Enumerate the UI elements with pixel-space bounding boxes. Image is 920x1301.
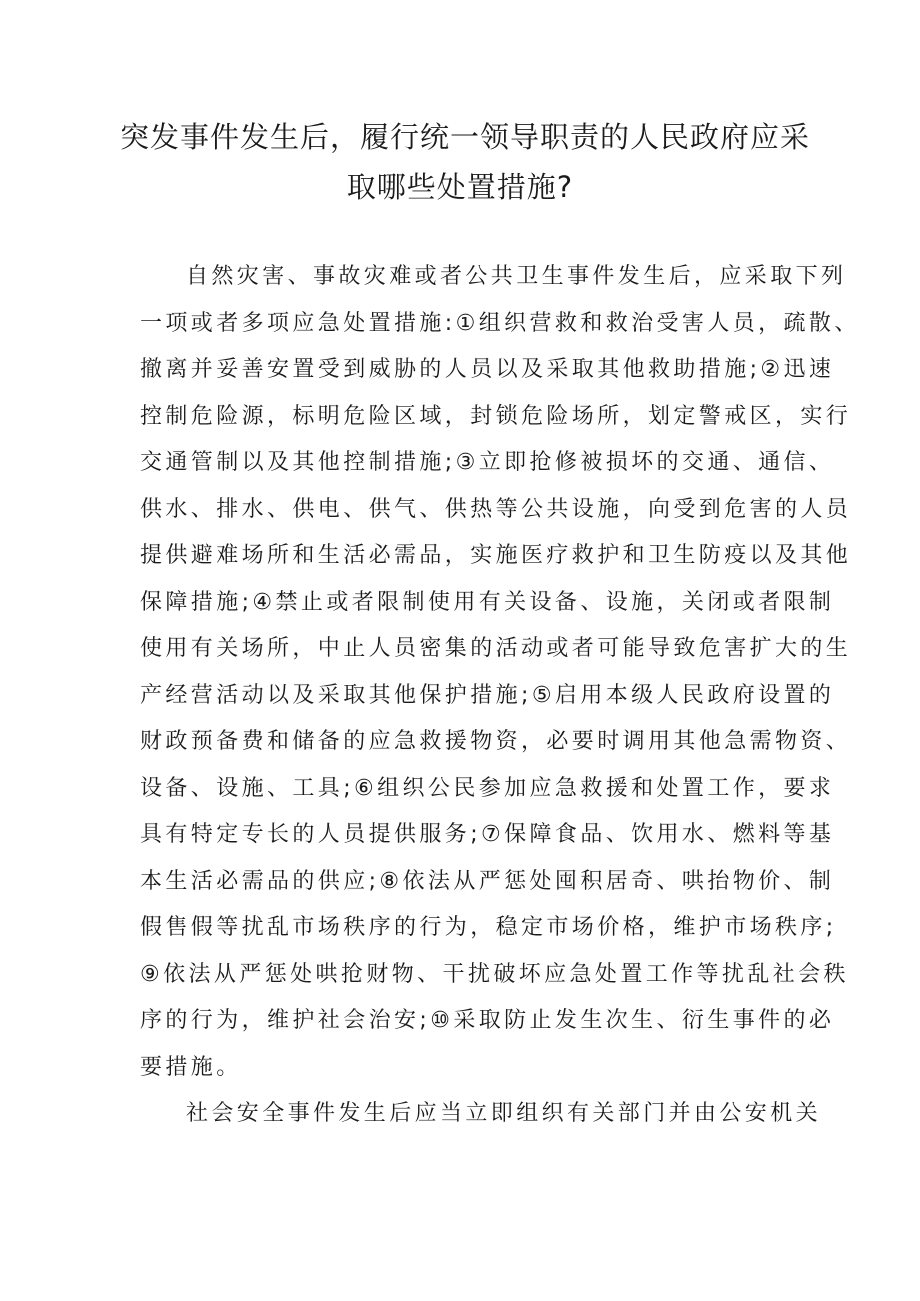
paragraph-line: 序的行为，维护社会治安;⑩采取防止发生次生、衍生事件的必 [140,1008,835,1033]
paragraph-line: 交通管制以及其他控制措施;③立即抢修被损坏的交通、通信、 [140,450,835,475]
paragraph-natural-disaster-measures [140,254,860,1091]
paragraph-line: 产经营活动以及采取其他保护措施;⑤启用本级人民政府设置的 [140,682,835,708]
paragraph-line: 本生活必需品的供应;⑧依法从严惩处囤积居奇、哄抬物价、制 [140,868,835,894]
paragraph-line: 设备、设施、工具;⑥组织公民参加应急救援和处置工作，要求 [140,775,835,801]
paragraph-line: 假售假等扰乱市场秩序的行为，稳定市场价格，维护市场秩序; [140,915,837,940]
paragraph-line: 保障措施;④禁止或者限制使用有关设备、设施，关闭或者限制 [140,589,835,615]
paragraph-line: 使用有关场所，中止人员密集的活动或者可能导致危害扩大的生 [140,636,852,661]
document-body [140,254,860,1138]
paragraph-line: 供水、排水、供电、供气、供热等公共设施，向受到危害的人员 [140,496,852,522]
paragraph-line: ⑨依法从严惩处哄抢财物、干扰破坏应急处置工作等扰乱社会秩 [140,961,849,987]
paragraph-line: 自然灾害、事故灾难或者公共卫生事件发生后，应采取下列 [186,264,847,289]
title-line-2: 取哪些处置措施? [346,170,574,204]
paragraph-line: 社会安全事件发生后应当立即组织有关部门并由公安机关 [186,1101,822,1126]
paragraph-line: 撤离并妥善安置受到威胁的人员以及采取其他救助措施;②迅速 [140,357,835,382]
paragraph-line: 财政预备费和储备的应急救援物资，必要时调用其他急需物资、 [140,729,852,754]
paragraph-line: 控制危险源，标明危险区域，封锁危险场所，划定警戒区，实行 [140,403,852,429]
title-line-1: 突发事件发生后，履行统一领导职责的人民政府应采 [120,120,811,154]
paragraph-social-security-events [140,1091,820,1138]
document-title [120,112,811,212]
paragraph-line: 一项或者多项应急处置措施:①组织营救和救治受害人员，疏散、 [140,310,860,336]
paragraph-line: 提供避难场所和生活必需品，实施医疗救护和卫生防疫以及其他 [140,543,852,568]
paragraph-line: 要措施。 [140,1054,242,1080]
paragraph-line: 具有特定专长的人员提供服务;⑦保障食品、饮用水、燃料等基 [140,822,835,847]
